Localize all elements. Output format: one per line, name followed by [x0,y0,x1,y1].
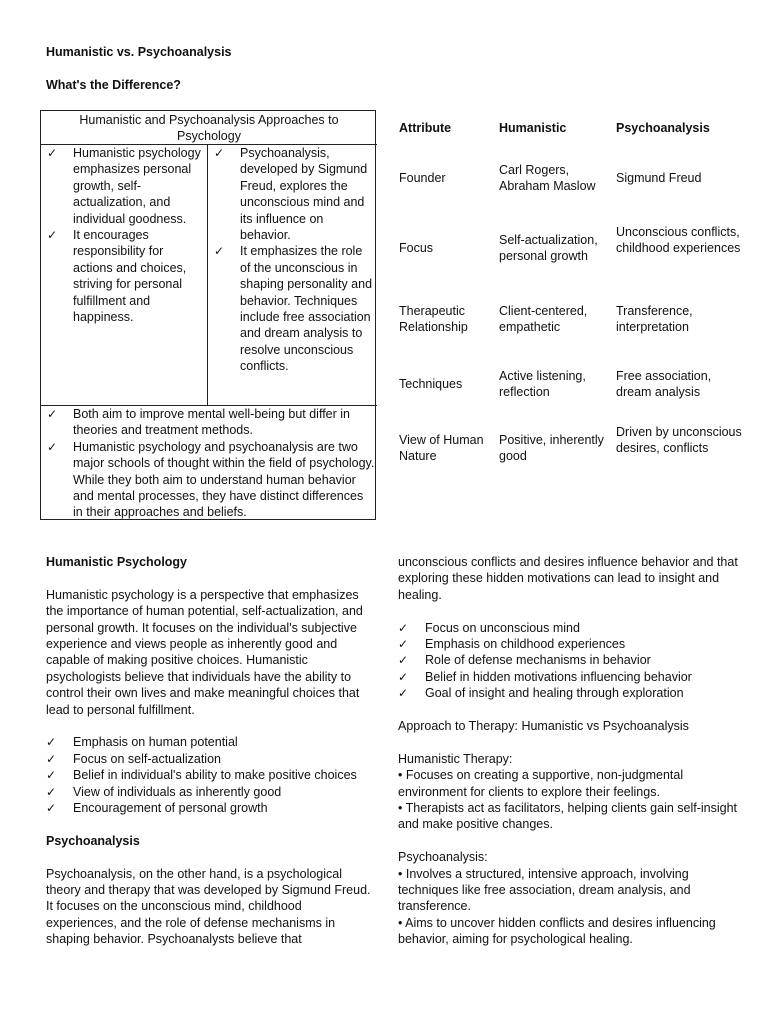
checkmark-icon: ✓ [47,228,58,243]
header-humanistic: Humanistic [499,121,567,135]
cell-humanistic: Positive, inherently good [499,433,604,464]
document-subtitle: What's the Difference? [46,78,181,92]
cell-attribute: Focus [399,241,434,255]
checkmark-icon: ✓ [46,784,57,799]
shared-summary [41,405,377,519]
cell-psychoanalysis: Sigmund Freud [616,171,702,185]
checkmark-icon: ✓ [46,735,57,750]
cell-humanistic: Client-centered, empathetic [499,304,588,335]
humanistic-therapy-title: Humanistic Therapy: [398,751,513,766]
cell-humanistic: Active listening, reflection [499,369,586,400]
cell-humanistic: Self-actualization, personal growth [499,233,598,264]
comparison-box-title: Humanistic and Psychoanalysis Approaches to Psychology [41,111,377,145]
cell-psychoanalysis: Driven by unconscious desires, conflicts [616,425,742,456]
list-item: ✓ Humanistic psychology emphasizes personal growth, self-actualization, and individual goodness. [47,146,201,226]
list-item: ✓ View of individuals as inherently good [46,784,282,799]
comparison-box [40,110,376,520]
checkmark-icon: ✓ [398,637,409,652]
list-item: ✓ Belief in hidden motivations influencing behavior [398,669,692,684]
humanistic-therapy-point: • Therapists act as facilitators, helping clients gain self-insight and make positive changes. [398,801,738,832]
checkmark-icon: ✓ [46,801,57,816]
checkmark-icon: ✓ [398,620,409,635]
cell-attribute: Techniques [399,377,463,391]
cell-psychoanalysis: Unconscious conflicts, childhood experiences [616,225,741,256]
psychoanalysis-column [208,145,375,405]
header-psychoanalysis: Psychoanalysis [616,121,710,135]
psychoanalysis-therapy-title: Psychoanalysis: [398,850,488,865]
checkmark-icon: ✓ [47,146,58,160]
psychoanalysis-therapy-point: • Aims to uncover hidden conflicts and desires influencing behavior, aiming for psychological healing. [398,915,716,947]
list-item: ✓ It encourages responsibility for actions and choices, striving for personal fulfillment and happiness. [47,228,187,325]
humanistic-paragraph: Humanistic psychology is a perspective that emphasizes the importance of human potential, self-actualization, and personal growth. It focuses on the individual's subjective experience and views people as inherently good and capable of making positive choices. Humanistic psychologists believe that individuals have the ability to control their own lives and make meaningful choices that lead to personal fulfillment. [46,587,363,717]
list-item: ✓ Goal of insight and healing through exploration [398,686,684,701]
list-item: ✓ Role of defense mechanisms in behavior [398,653,651,668]
psychoanalysis-paragraph: Psychoanalysis, on the other hand, is a psychological theory and therapy that was developed by Sigmund Freud. It focuses on the unconscious mind, childhood experiences, and the role of defense mechanisms in shaping behavior. Psychoanalysts believe that [46,866,371,947]
checkmark-icon: ✓ [398,669,409,684]
list-item: ✓ Humanistic psychology and psychoanalysis are two major schools of thought within the field of psychology. While they both aim to understand human behavior and mental processes, they have distinct differences in their approaches and beliefs. [47,439,375,520]
humanistic-bullets [46,734,376,816]
checkmark-icon: ✓ [46,768,57,783]
checkmark-icon: ✓ [47,439,58,454]
document-title: Humanistic vs. Psychoanalysis [46,45,232,59]
list-item: ✓ Emphasis on childhood experiences [398,637,626,652]
humanistic-column [41,145,208,405]
cell-attribute: Founder [399,171,446,185]
therapy-heading: Approach to Therapy: Humanistic vs Psychoanalysis [398,719,689,734]
cell-psychoanalysis: Transference, interpretation [616,304,693,335]
cell-attribute: Therapeutic Relationship [399,304,468,335]
right-column [398,554,738,948]
header-attribute: Attribute [399,121,452,135]
cell-attribute: View of Human Nature [399,433,484,464]
checkmark-icon: ✓ [398,686,409,701]
psychoanalysis-therapy-point: • Involves a structured, intensive approach, involving techniques like free association, dream analysis, and transference. [398,866,691,914]
left-column [46,554,376,948]
psychoanalysis-bullets [398,620,738,702]
cell-psychoanalysis: Free association, dream analysis [616,369,712,400]
checkmark-icon: ✓ [47,407,58,421]
cell-humanistic: Carl Rogers, Abraham Maslow [499,163,596,194]
checkmark-icon: ✓ [214,146,225,160]
list-item: ✓ Psychoanalysis, developed by Sigmund Freud, explores the unconscious mind and its influence on behavior. [214,146,368,243]
checkmark-icon: ✓ [398,653,409,668]
list-item: ✓ Belief in individual's ability to make positive choices [46,768,357,783]
list-item: ✓ Focus on self-actualization [46,751,221,766]
list-item: ✓ Both aim to improve mental well-being but differ in theories and treatment methods. [47,407,350,438]
psychoanalysis-paragraph-continued: unconscious conflicts and desires influence behavior and that exploring these hidden motivations can lead to insight and healing. [398,555,738,602]
list-item: ✓ It emphasizes the role of the unconscious in shaping personality and behavior. Techniques include free association and dream analysis to resolve unconscious conflicts. [214,244,373,374]
list-item: ✓ Focus on unconscious mind [398,620,580,635]
humanistic-therapy-point: • Focuses on creating a supportive, non-judgmental environment for clients to explore their feelings. [398,768,684,799]
humanistic-heading: Humanistic Psychology [46,555,188,569]
list-item: ✓ Emphasis on human potential [46,735,238,750]
checkmark-icon: ✓ [46,751,57,766]
psychoanalysis-heading: Psychoanalysis [46,833,140,848]
checkmark-icon: ✓ [214,244,225,259]
list-item: ✓ Encouragement of personal growth [46,801,268,816]
